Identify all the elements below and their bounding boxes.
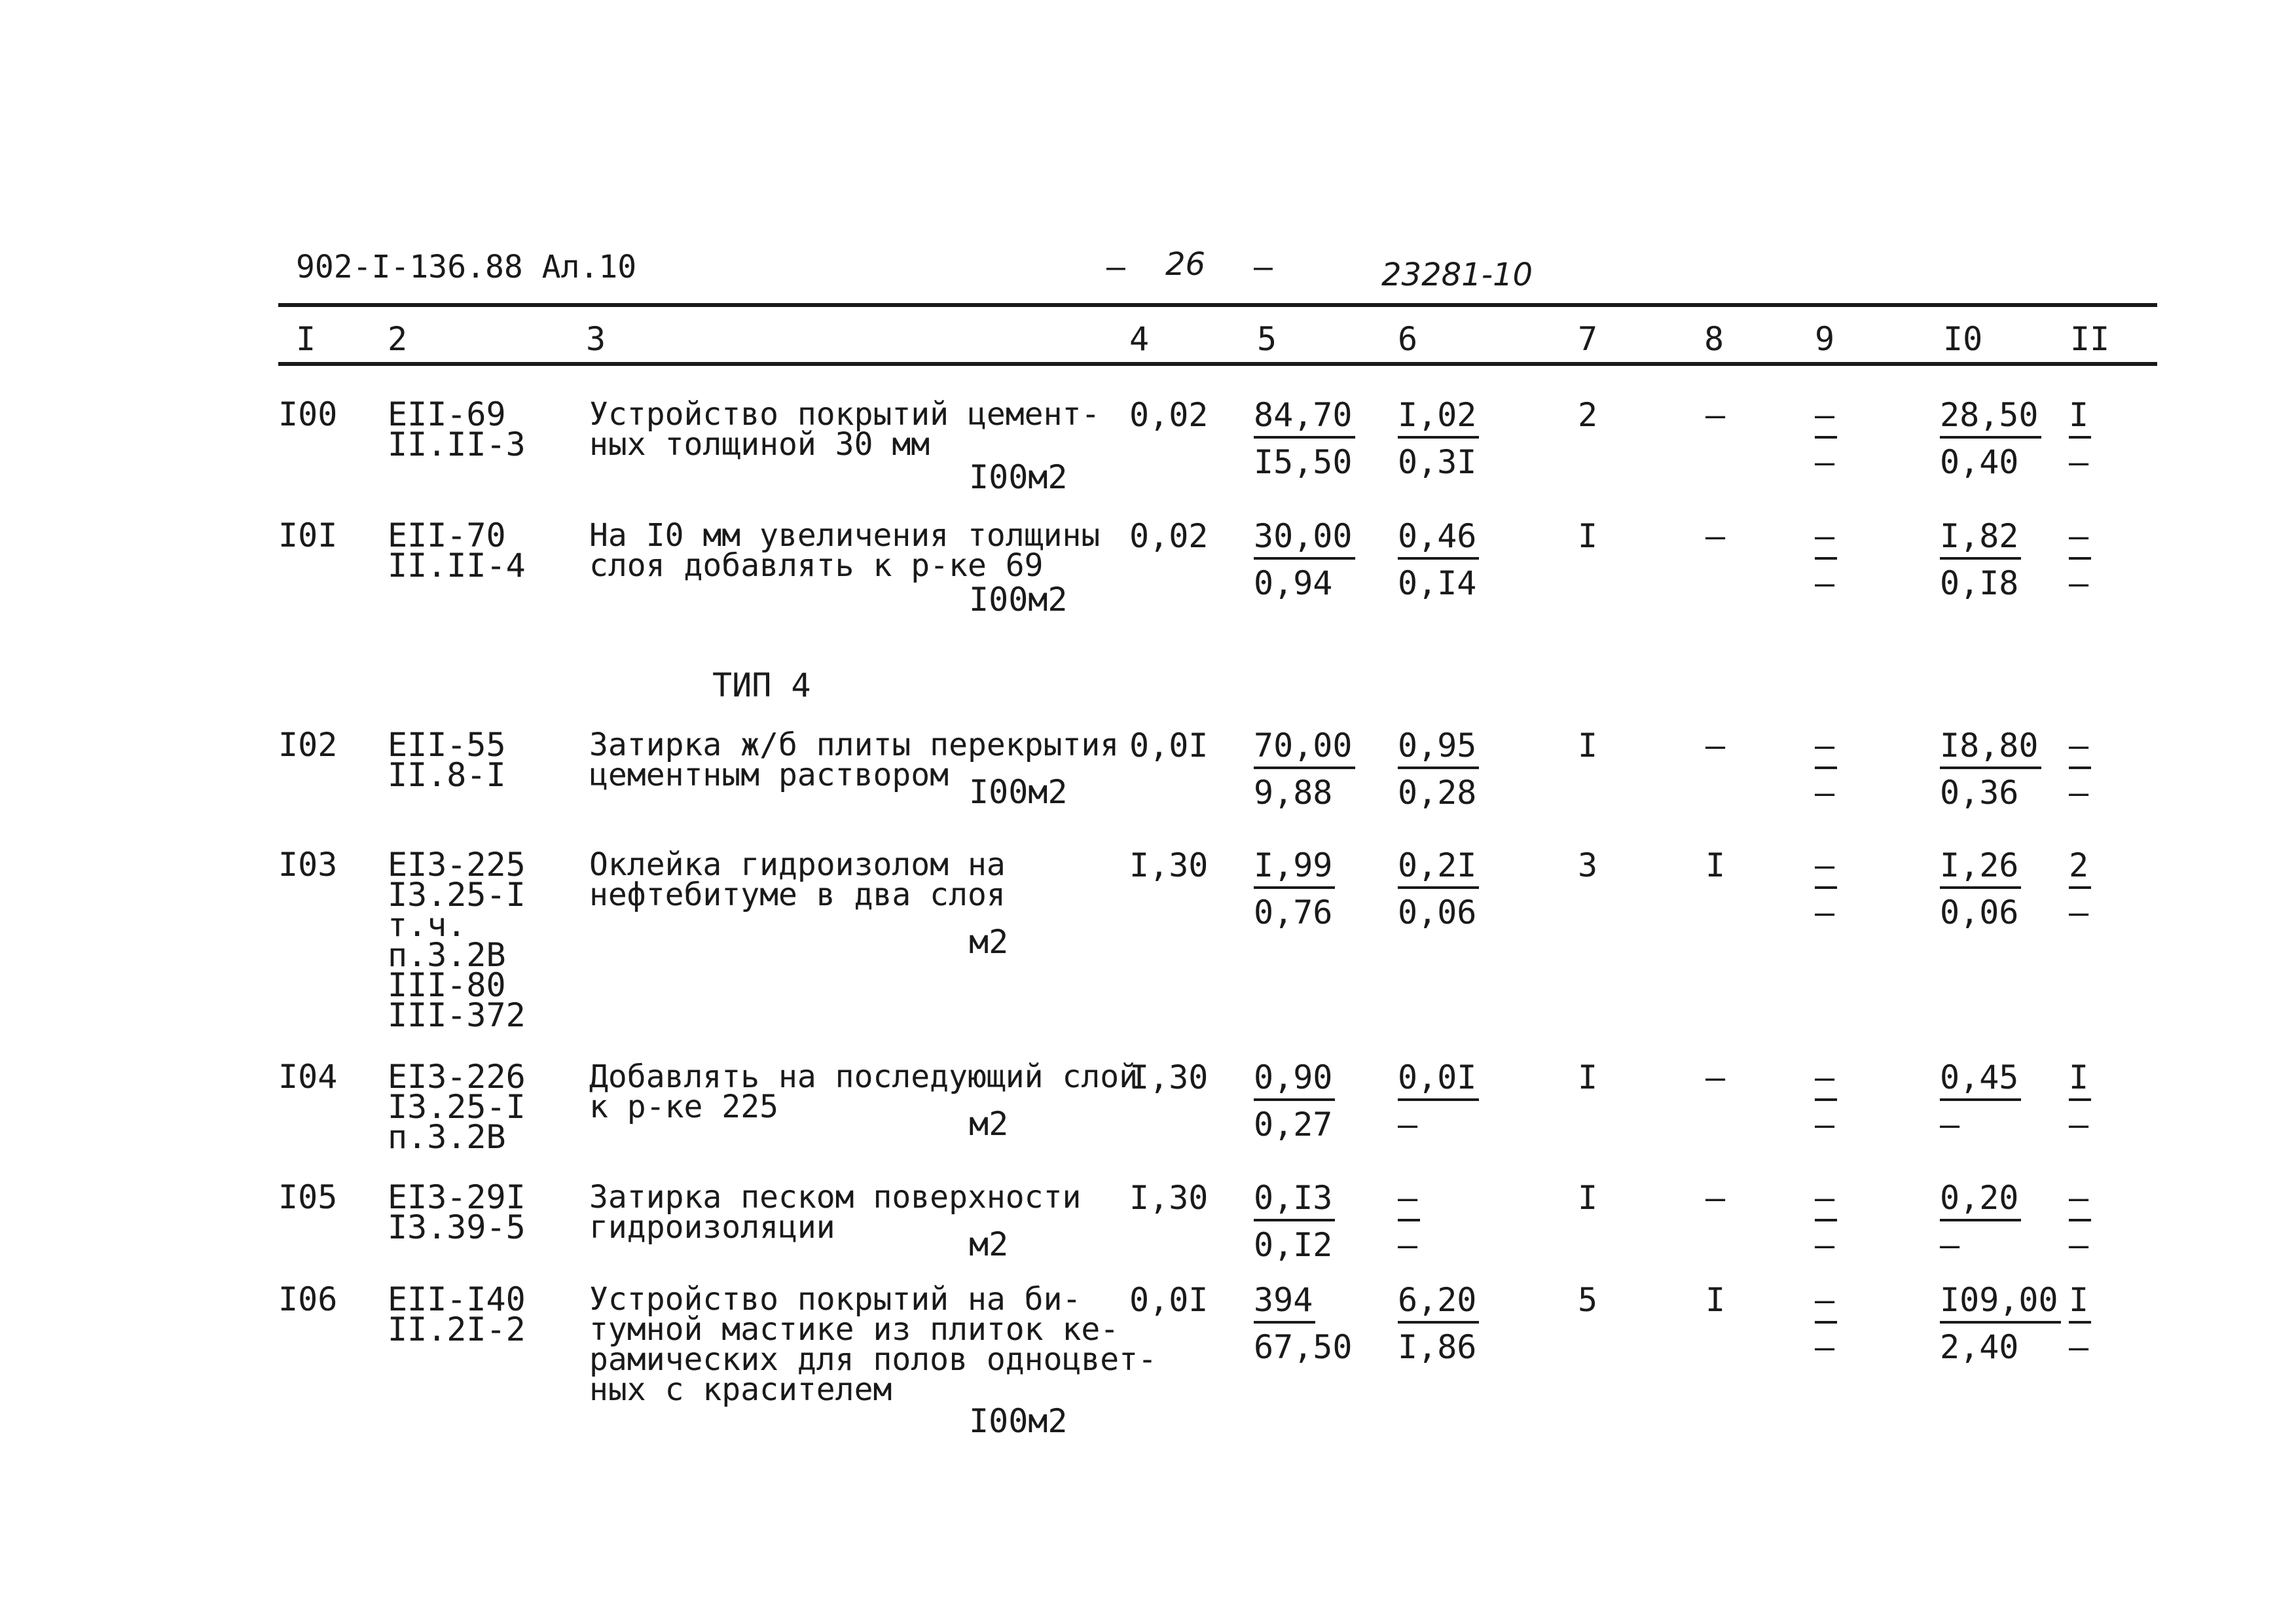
quantity: I,30: [1129, 1058, 1209, 1096]
col7-value: 2: [1578, 396, 1598, 434]
col6-values: $\frac{6,20}{I,86}$: [1398, 1280, 1522, 1367]
col11-values: – –: [2069, 516, 2193, 603]
norm-code: EII-I40 II.2I-2: [388, 1280, 526, 1348]
col10-values: $\frac{I,26}{0,06}$: [1940, 846, 2064, 932]
col6-values: – –: [1398, 1178, 1522, 1265]
row-number: I06: [278, 1280, 338, 1318]
col5-values: $\frac{0,I3}{0,I2}$: [1254, 1178, 1378, 1265]
col11-values: – –: [2069, 726, 2193, 812]
col8-value: I: [1705, 1281, 1726, 1319]
col-header-4: 4: [1129, 320, 1150, 358]
quantity: 0,02: [1129, 517, 1209, 555]
col6-values: $\frac{0,2I}{0,06}$: [1398, 846, 1522, 932]
col-header-11: II: [2070, 320, 2110, 358]
col10-values: $\frac{I,82}{0,I8}$: [1940, 516, 2064, 603]
norm-code: EI3-226 I3.25-I п.3.2В: [388, 1058, 526, 1156]
col8-value: I: [1705, 846, 1726, 884]
measure-unit: м2: [969, 1225, 1009, 1263]
row-number: I03: [278, 846, 338, 884]
measure-unit: м2: [969, 1105, 1009, 1143]
col11-values: – –: [2069, 1178, 2193, 1265]
quantity: 0,0I: [1129, 1281, 1209, 1319]
measure-unit: I00м2: [969, 458, 1068, 496]
col-header-7: 7: [1578, 320, 1598, 358]
norm-code: EII-69 II.II-3: [388, 395, 526, 463]
col8-value: –: [1705, 517, 1726, 555]
col-header-9: 9: [1815, 320, 1835, 358]
measure-unit: I00м2: [969, 773, 1068, 811]
col10-values: 0,45 –: [1940, 1058, 2064, 1144]
col11-values: I –: [2069, 1280, 2193, 1367]
work-description: На I0 мм увеличения толщины слоя добавлять к р-ке 69: [589, 517, 1101, 584]
col10-values: $\frac{I09,00}{2,40}$: [1940, 1280, 2064, 1367]
row-number: I05: [278, 1178, 338, 1216]
col5-values: $\frac{84,70}{I5,50}$: [1254, 395, 1378, 482]
quantity: 0,02: [1129, 396, 1209, 434]
col9-values: – –: [1815, 846, 1939, 932]
col10-values: $\frac{28,50}{0,40}$: [1940, 395, 2064, 482]
document-code: 902-I-136.88 Ал.10: [296, 249, 637, 285]
page-number: 26: [1165, 246, 1206, 283]
col9-values: – –: [1815, 395, 1939, 482]
norm-code: EI3-225 I3.25-I т.ч. п.3.2В III-80 III-372: [388, 846, 526, 1034]
quantity: 0,0I: [1129, 727, 1209, 765]
measure-unit: м2: [969, 923, 1009, 961]
col10-values: $\frac{I8,80}{0,36}$: [1940, 726, 2064, 812]
measure-unit: I00м2: [969, 581, 1068, 619]
col7-value: I: [1578, 517, 1598, 555]
norm-code: EII-55 II.8-I: [388, 726, 506, 794]
col-header-1: I: [296, 320, 316, 358]
row-number: I0I: [278, 516, 338, 554]
col11-values: 2 –: [2069, 846, 2193, 932]
col-header-8: 8: [1704, 320, 1724, 358]
work-description: Добавлять на последующий слой к р-ке 225: [589, 1058, 1139, 1125]
col7-value: I: [1578, 727, 1598, 765]
work-description: Устройство покрытий на би- тумной мастике из плиток ке- рамических для полов одноцвет- ных с красителем: [589, 1281, 1157, 1408]
col-header-2: 2: [388, 320, 408, 358]
work-description: Оклейка гидроизолом на нефтебитуме в два слоя: [589, 846, 1006, 913]
row-number: I02: [278, 726, 338, 764]
table-top-rule: [278, 303, 2157, 307]
table-header-rule: [278, 362, 2157, 366]
col-header-3: 3: [586, 320, 606, 358]
quantity: I,30: [1129, 846, 1209, 884]
col5-values: $\frac{70,00}{9,88}$: [1254, 726, 1378, 812]
quantity: I,30: [1129, 1179, 1209, 1217]
col9-values: – –: [1815, 1058, 1939, 1144]
section-title: ТИП 4: [712, 666, 811, 704]
col5-values: $\frac{30,00}{0,94}$: [1254, 516, 1378, 603]
measure-unit: I00м2: [969, 1402, 1068, 1440]
col5-values: $\frac{I,99}{0,76}$: [1254, 846, 1378, 932]
col8-value: –: [1705, 1179, 1726, 1217]
col-header-5: 5: [1257, 320, 1277, 358]
col10-values: 0,20 –: [1940, 1178, 2064, 1265]
col6-values: $\frac{0,46}{0,I4}$: [1398, 516, 1522, 603]
col8-value: –: [1705, 1058, 1726, 1096]
col7-value: I: [1578, 1179, 1598, 1217]
stamp-number: 23281-10: [1381, 257, 1533, 293]
work-description: Затирка ж/б плиты перекрытия цементным раствором: [589, 727, 1120, 793]
col6-values: $\frac{0,95}{0,28}$: [1398, 726, 1522, 812]
norm-code: EII-70 II.II-4: [388, 516, 526, 585]
col9-values: – –: [1815, 1280, 1939, 1367]
page-dash-left: –: [1106, 249, 1125, 285]
work-description: Устройство покрытий цемент- ных толщиной 30 мм: [589, 396, 1101, 463]
col7-value: 3: [1578, 846, 1598, 884]
row-number: I00: [278, 395, 338, 433]
col5-values: $\frac{394}{67,50}$: [1254, 1281, 1353, 1366]
norm-code: EI3-29I I3.39-5: [388, 1178, 526, 1246]
col6-values: 0,0I –: [1398, 1058, 1522, 1144]
col9-values: – –: [1815, 1178, 1939, 1265]
col7-value: I: [1578, 1058, 1598, 1096]
col9-values: – –: [1815, 726, 1939, 812]
col8-value: –: [1705, 396, 1726, 434]
col-header-6: 6: [1398, 320, 1418, 358]
col9-values: – –: [1815, 516, 1939, 603]
col11-values: I –: [2069, 1058, 2193, 1144]
page-dash-right: –: [1254, 249, 1273, 285]
col11-values: I –: [2069, 395, 2193, 482]
work-description: Затирка песком поверхности гидроизоляции: [589, 1179, 1082, 1246]
col-header-10: I0: [1943, 320, 1983, 358]
col5-values: $\frac{0,90}{0,27}$: [1254, 1058, 1378, 1144]
col7-value: 5: [1578, 1281, 1598, 1319]
col8-value: –: [1705, 727, 1726, 765]
row-number: I04: [278, 1058, 338, 1096]
col6-values: $\frac{I,02}{0,3I}$: [1398, 395, 1522, 482]
